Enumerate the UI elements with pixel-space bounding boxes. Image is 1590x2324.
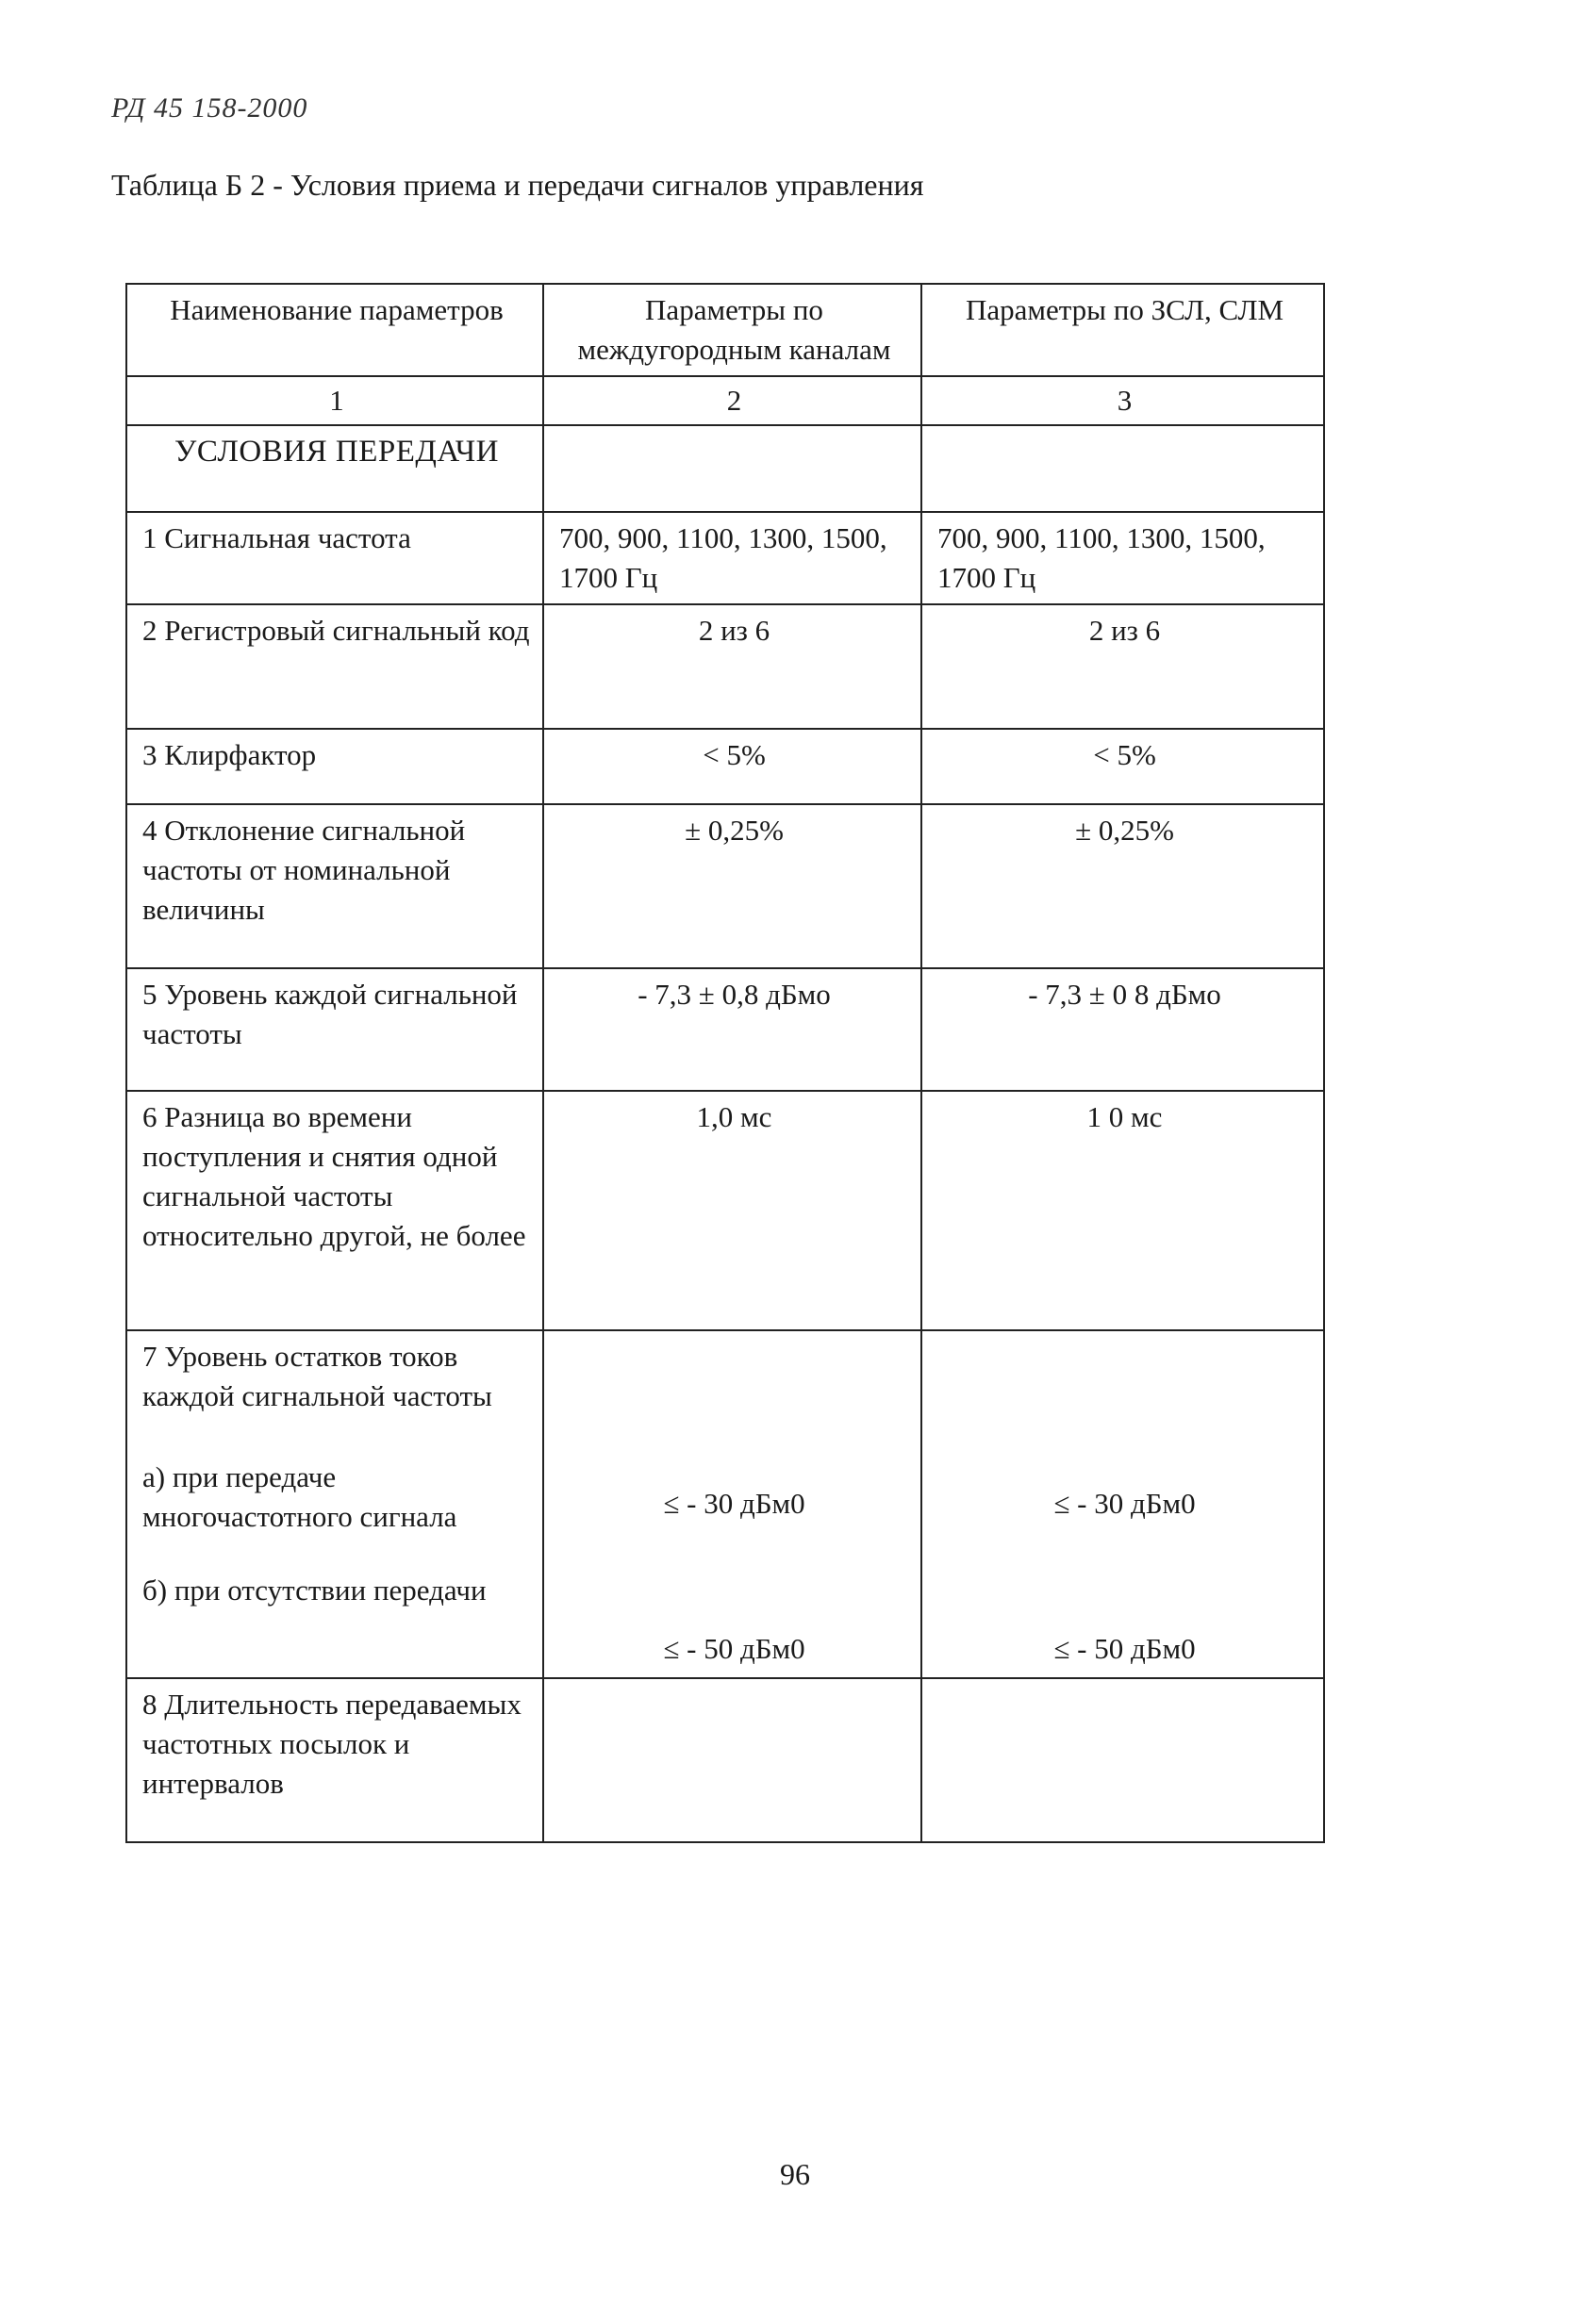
value-intercity-b: ≤ - 50 дБм0: [663, 1632, 805, 1665]
section-title: УСЛОВИЯ ПЕРЕДАЧИ: [126, 425, 543, 512]
header-row: [126, 284, 1324, 376]
row-name: 6 Разница во времени поступления и снятия одной сигнальной частоты относительно другой, не более: [126, 1091, 543, 1330]
table-row: [126, 729, 1324, 804]
row-name: 4 Отклонение сигнальной частоты от номинальной величины: [126, 804, 543, 968]
document-code: РД 45 158-2000: [111, 92, 308, 124]
value-zsl: [921, 1678, 1324, 1842]
row-name: 5 Уровень каждой сигнальной частоты: [126, 968, 543, 1091]
empty-cell: [543, 425, 921, 512]
header-parameter-name: Наименование параметров: [126, 284, 543, 376]
value-zsl: - 7,3 ± 0 8 дБмо: [921, 968, 1324, 1091]
value-zsl: 700, 900, 1100, 1300, 1500, 1700 Гц: [921, 512, 1324, 604]
value-intercity-a: ≤ - 30 дБм0: [663, 1487, 805, 1520]
sub-item-a: а) при передаче многочастотного сигнала: [142, 1460, 457, 1533]
row-name-group: [126, 1330, 543, 1678]
value-zsl: 2 из 6: [921, 604, 1324, 729]
table-row: [126, 604, 1324, 729]
value-intercity: 700, 900, 1100, 1300, 1500, 1700 Гц: [543, 512, 921, 604]
value-intercity: ± 0,25%: [543, 804, 921, 968]
table-row: [126, 968, 1324, 1091]
value-zsl-a: ≤ - 30 дБм0: [1053, 1487, 1196, 1520]
empty-cell: [921, 425, 1324, 512]
table-title: Таблица Б 2 - Условия приема и передачи сигналов управления: [111, 168, 924, 202]
value-intercity: 1,0 мс: [543, 1091, 921, 1330]
table-row: [126, 1678, 1324, 1842]
value-intercity-group: [543, 1330, 921, 1678]
column-number: 2: [543, 376, 921, 425]
value-zsl: < 5%: [921, 729, 1324, 804]
row-name: 8 Длительность передаваемых частотных посылок и интервалов: [126, 1678, 543, 1842]
row-name: 2 Регистровый сигнальный код: [126, 604, 543, 729]
column-number-row: [126, 376, 1324, 425]
column-number: 3: [921, 376, 1324, 425]
page-number: 96: [780, 2157, 810, 2191]
row-name: 3 Клирфактор: [126, 729, 543, 804]
value-intercity: < 5%: [543, 729, 921, 804]
value-zsl-group: [921, 1330, 1324, 1678]
value-zsl-b: ≤ - 50 дБм0: [1053, 1632, 1196, 1665]
value-intercity: 2 из 6: [543, 604, 921, 729]
header-intercity-channels: Параметры по междугородным каналам: [543, 284, 921, 376]
row-name: 7 Уровень остатков токов каждой сигнальной частоты: [142, 1340, 492, 1412]
column-number: 1: [126, 376, 543, 425]
table-row: [126, 1091, 1324, 1330]
table-row: [126, 1330, 1324, 1678]
table-row: [126, 512, 1324, 604]
parameters-table: [125, 283, 1325, 1843]
header-zsl-slm: Параметры по ЗСЛ, СЛМ: [921, 284, 1324, 376]
value-intercity: - 7,3 ± 0,8 дБмо: [543, 968, 921, 1091]
table-row: [126, 804, 1324, 968]
value-zsl: ± 0,25%: [921, 804, 1324, 968]
value-intercity: [543, 1678, 921, 1842]
value-zsl: 1 0 мс: [921, 1091, 1324, 1330]
section-row: [126, 425, 1324, 512]
row-name: 1 Сигнальная частота: [126, 512, 543, 604]
sub-item-b: б) при отсутствии передачи: [142, 1574, 487, 1607]
